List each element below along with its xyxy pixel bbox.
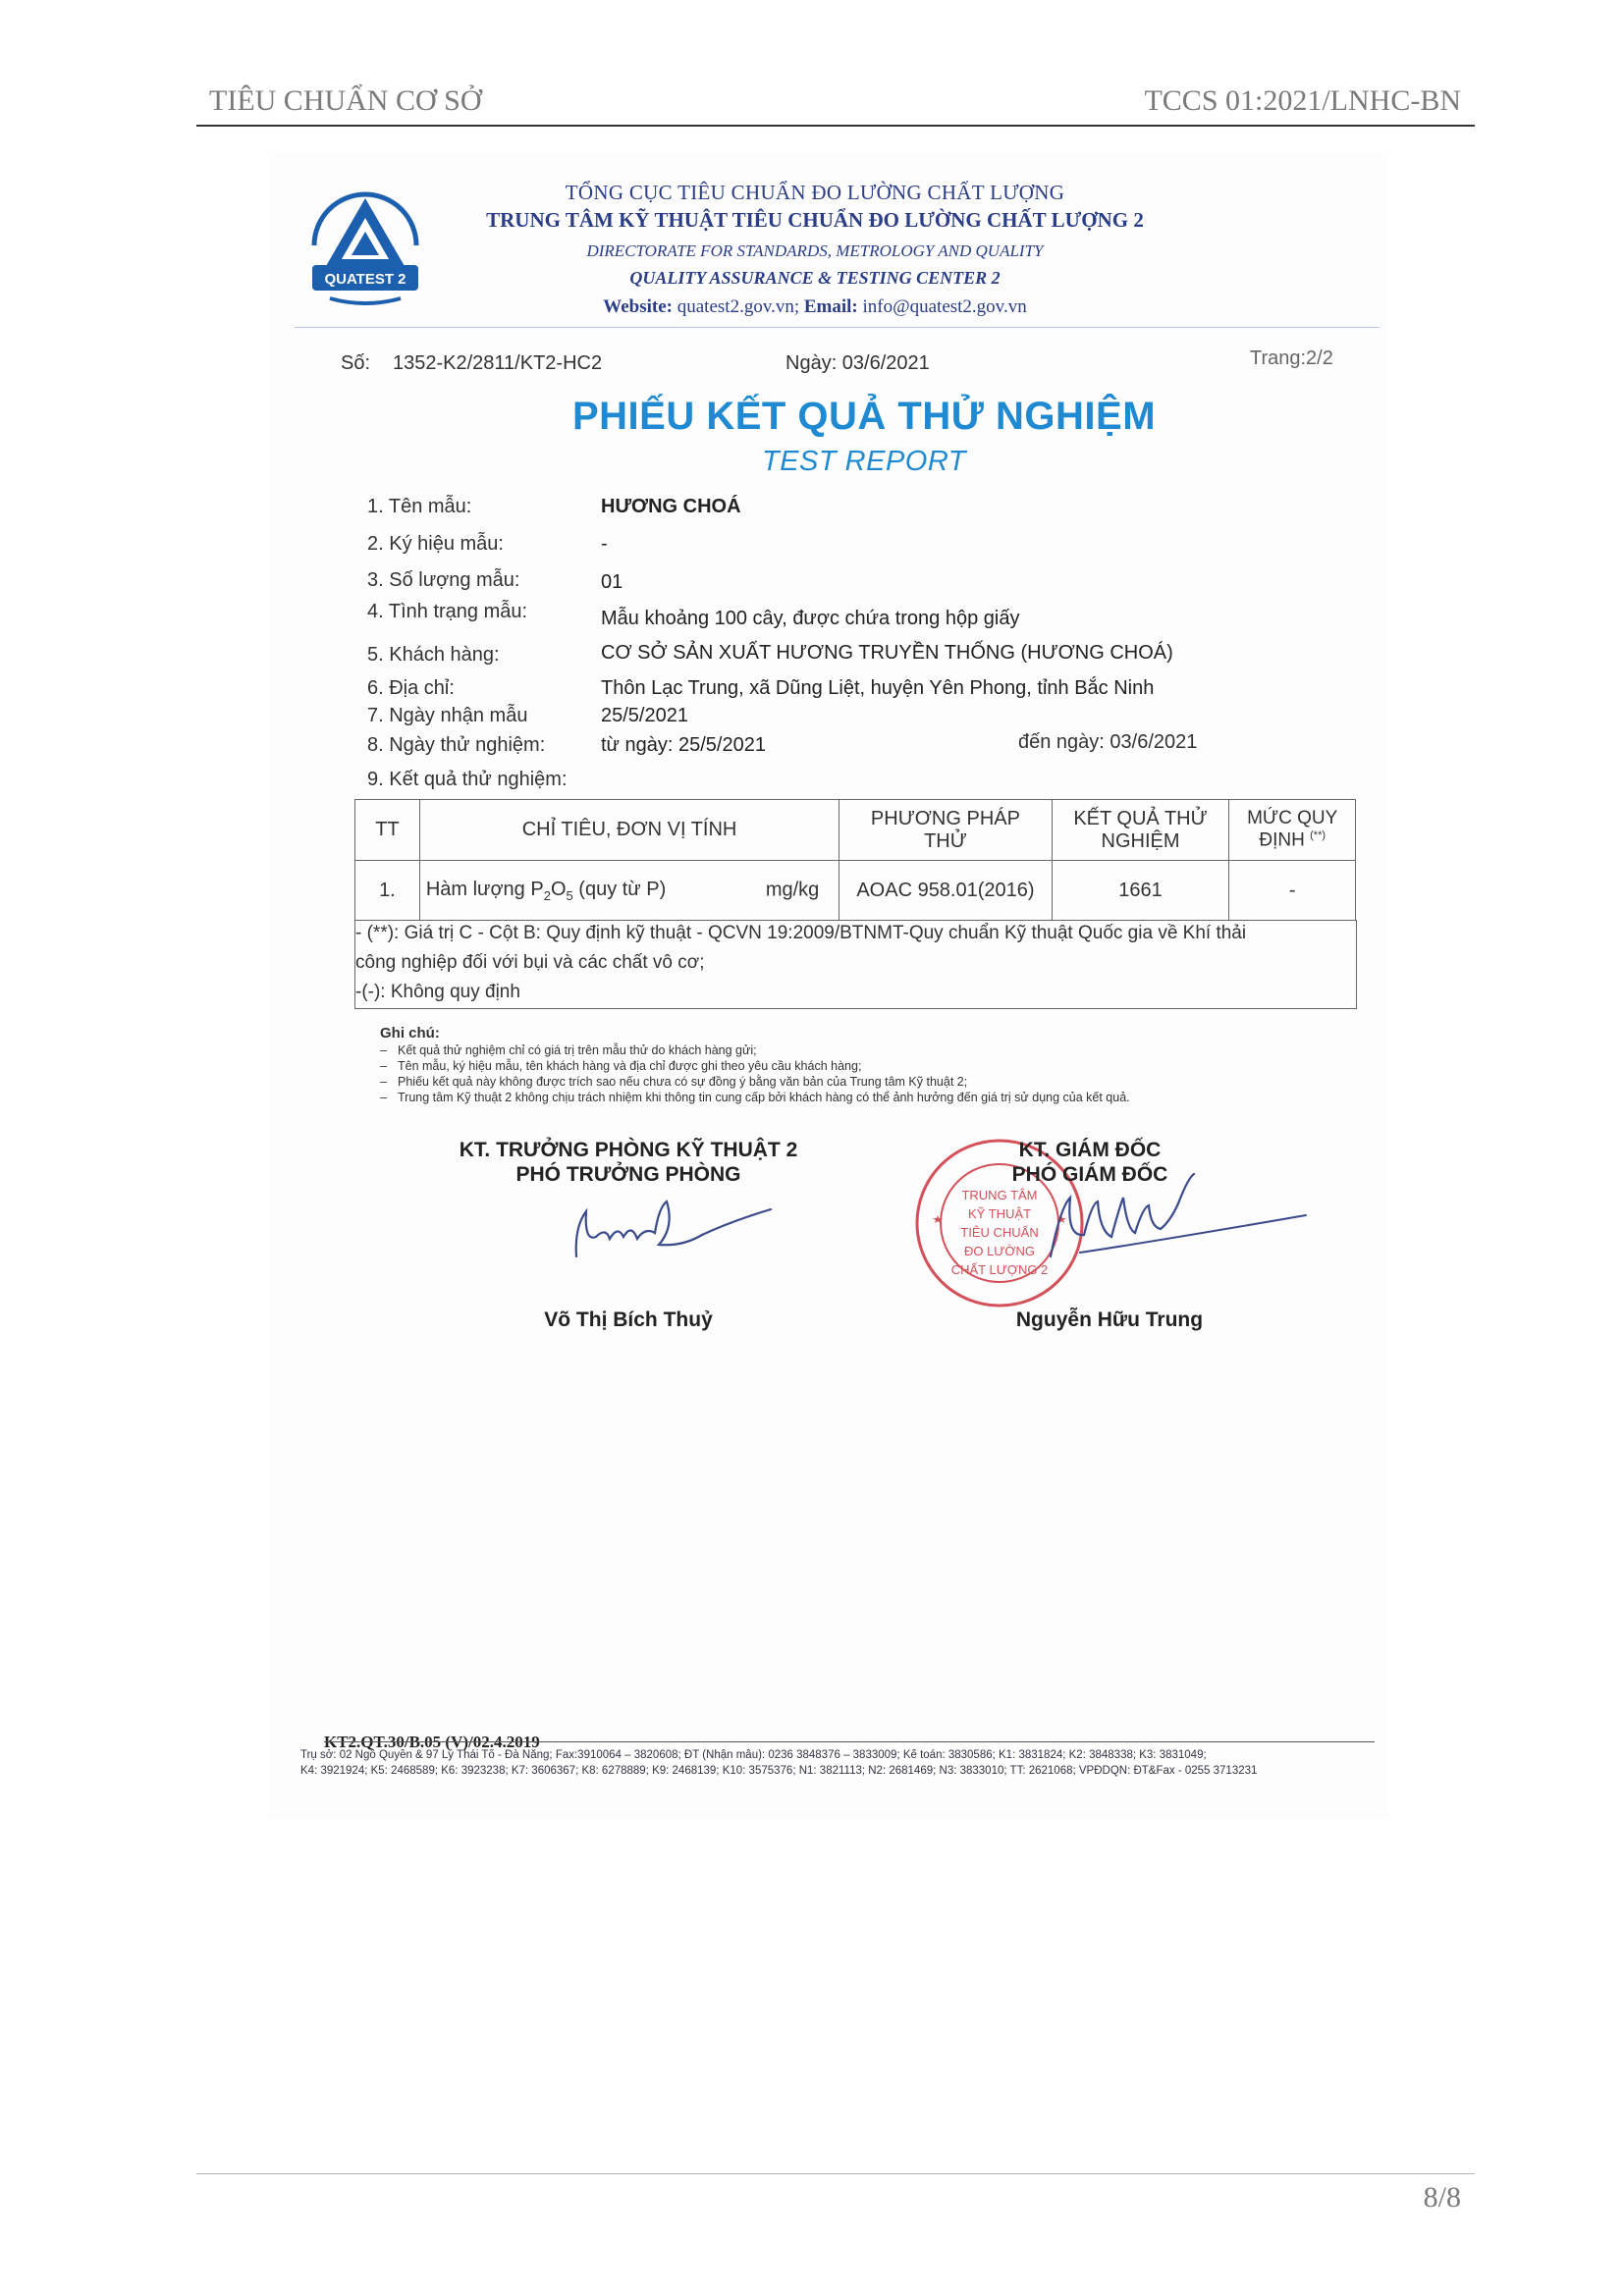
- right-signer-name: Nguyễn Hữu Trung: [1015, 1308, 1204, 1331]
- sample-qty: 01: [601, 571, 623, 593]
- report-title: PHIẾU KẾT QUẢ THỬ NGHIỆM: [571, 395, 1157, 438]
- report-subtitle: TEST REPORT: [762, 446, 966, 477]
- address-label: 6. Địa chỉ:: [367, 677, 455, 699]
- letterhead-line1: TỔNG CỤC TIÊU CHUẨN ĐO LƯỜNG CHẤT LƯỢNG: [565, 181, 1065, 204]
- page-header-right: TCCS 01:2021/LNHC-BN: [1144, 84, 1461, 117]
- col-result: [1052, 800, 1229, 861]
- results-table: [354, 799, 1356, 921]
- indicator-unit: mg/kg: [765, 879, 820, 901]
- left-signer-name: Võ Thị Bích Thuỷ: [544, 1308, 713, 1331]
- test-date-from: từ ngày: 25/5/2021: [601, 734, 766, 756]
- cell-tt: 1.: [355, 861, 420, 921]
- stamp-line3: TIÊU CHUẨN: [960, 1225, 1039, 1240]
- website: quatest2.gov.vn;: [677, 296, 800, 317]
- left-signer-title2: PHÓ TRƯỞNG PHÒNG: [515, 1163, 741, 1186]
- footer-rule: [196, 2173, 1475, 2174]
- address: Thôn Lạc Trung, xã Dũng Liệt, huyện Yên Phong, tỉnh Bắc Ninh: [601, 677, 1155, 699]
- results-label: 9. Kết quả thử nghiệm:: [367, 769, 568, 790]
- right-signature-icon: [1041, 1168, 1316, 1276]
- col-limit-line1: MỨC QUY: [1247, 808, 1338, 829]
- col-result-line2: NGHIỆM: [1101, 829, 1180, 852]
- col-tt: TT: [355, 800, 420, 861]
- report-number-label: Số:: [341, 352, 371, 374]
- col-limit-line2: ĐỊNH: [1259, 829, 1305, 851]
- stamp-line4: ĐO LƯỜNG: [963, 1244, 1036, 1258]
- sample-name: HƯƠNG CHOÁ: [601, 496, 741, 517]
- stamp-line5: CHẤT LƯỢNG 2: [950, 1262, 1049, 1277]
- right-signer-title1: KT. GIÁM ĐỐC: [1018, 1139, 1162, 1161]
- stamp-line2: KỸ THUẬT: [967, 1206, 1032, 1221]
- col-method-line2: THỬ: [924, 829, 967, 852]
- sample-condition-label: 4. Tình trạng mẫu:: [367, 601, 528, 622]
- report-number: 1352-K2/2811/KT2-HC2: [393, 352, 603, 374]
- letterhead-rule: [295, 327, 1380, 328]
- table-note-1: - (**): Giá trị C - Cột B: Quy định kỹ thuật - QCVN 19:2009/BTNMT-Quy chuẩn Kỹ thuật Quốc gia về Khí thải: [355, 923, 1247, 943]
- letterhead-line2: TRUNG TÂM KỸ THUẬT TIÊU CHUẨN ĐO LƯỜNG CHẤT LƯỢNG 2: [486, 208, 1144, 232]
- sample-code-label: 2. Ký hiệu mẫu:: [367, 533, 504, 555]
- table-row: [355, 861, 1356, 921]
- table-note-3: -(-): Không quy định: [355, 982, 520, 1002]
- notes-title: Ghi chú:: [380, 1025, 440, 1041]
- col-method-line1: PHƯƠNG PHÁP: [870, 807, 1020, 829]
- logo-text: QUATEST 2: [324, 271, 406, 288]
- sample-qty-label: 3. Số lượng mẫu:: [367, 569, 520, 591]
- page-indicator: Trang:2/2: [1250, 347, 1333, 369]
- cell-method: AOAC 958.01(2016): [839, 861, 1052, 921]
- sample-code: -: [601, 533, 608, 555]
- table-note-2: công nghiệp đối với bụi và các chất vô cơ;: [355, 952, 705, 973]
- note-item: – Kết quả thử nghiệm chỉ có giá trị trên mẫu thử do khách hàng gửi;: [398, 1043, 757, 1057]
- cell-limit: -: [1229, 861, 1356, 921]
- quatest-logo-icon: [306, 177, 424, 309]
- letterhead-line3: DIRECTORATE FOR STANDARDS, METROLOGY AND QUALITY: [586, 241, 1044, 260]
- form-code: KT2.QT.30/B.05 (V)/02.4.2019: [324, 1733, 540, 1751]
- col-method: [839, 800, 1052, 861]
- cell-result: 1661: [1052, 861, 1229, 921]
- letterhead-contact: [432, 296, 1198, 318]
- note-item: – Tên mẫu, ký hiệu mẫu, tên khách hàng và địa chỉ được ghi theo yêu cầu khách hàng;: [398, 1059, 861, 1073]
- col-result-line1: KẾT QUẢ THỬ: [1073, 807, 1208, 829]
- note-item: – Phiếu kết quả này không được trích sao nếu chưa có sự đồng ý bằng văn bản của Trung tâm Kỹ thuật 2;: [398, 1075, 967, 1089]
- col-limit: [1229, 800, 1356, 861]
- letterhead-line4: QUALITY ASSURANCE & TESTING CENTER 2: [629, 268, 1001, 288]
- table-header-row: [355, 800, 1356, 861]
- test-date-to: đến ngày: 03/6/2021: [1018, 731, 1198, 753]
- header-rule: [196, 125, 1475, 127]
- col-limit-mark: (**): [1310, 829, 1326, 842]
- indicator-text: Hàm lượng $P_2O_5$ (quy từ P): [425, 878, 667, 903]
- customer-label: 5. Khách hàng:: [367, 644, 500, 666]
- website-label: Website:: [603, 296, 673, 317]
- sample-name-label: 1. Tên mẫu:: [367, 496, 472, 517]
- test-date-label: 8. Ngày thử nghiệm:: [367, 734, 546, 756]
- received-date-label: 7. Ngày nhận mẫu: [367, 705, 528, 726]
- note-item: – Trung tâm Kỹ thuật 2 không chịu trách nhiệm khi thông tin cung cấp bởi khách hàng có thể ảnh hưởng đến giá trị sử dụng của kết quả.: [398, 1091, 1130, 1104]
- left-signature-icon: [565, 1188, 781, 1266]
- cell-indicator: [419, 861, 839, 921]
- customer: CƠ SỞ SẢN XUẤT HƯƠNG TRUYỀN THỐNG (HƯƠNG CHOÁ): [601, 642, 1173, 664]
- address-line1: Trụ sở: 02 Ngô Quyền & 97 Lý Thái Tổ - Đà Nẵng; Fax:3910064 – 3820608; ĐT (Nhận mẫu): 0236 3848376 – 3833009; Kế toán: 3830586; K1: 3831824; K2: 3848338; K3: 3831049;: [300, 1749, 1207, 1761]
- col-indicator: CHỈ TIÊU, ĐƠN VỊ TÍNH: [419, 800, 839, 861]
- sample-condition: Mẫu khoảng 100 cây, được chứa trong hộp giấy: [601, 608, 1020, 629]
- page-number: 8/8: [1423, 2181, 1461, 2214]
- received-date: 25/5/2021: [601, 705, 688, 726]
- right-signer-title2: PHÓ GIÁM ĐỐC: [1011, 1163, 1168, 1186]
- stamp-line1: TRUNG TÂM: [961, 1188, 1038, 1202]
- left-signer-title1: KT. TRƯỞNG PHÒNG KỸ THUẬT 2: [459, 1139, 798, 1161]
- table-notes: [354, 920, 1357, 1009]
- email: info@quatest2.gov.vn: [862, 296, 1027, 317]
- report-date: Ngày: 03/6/2021: [785, 352, 930, 374]
- address-line2: K4: 3921924; K5: 2468589; K6: 3923238; K7: 3606367; K8: 6278889; K9: 2468139; K10: 3575376; N1: 3821113; N2: 2681469; N3: 3833010; TT: 2621068; VPĐDQN: ĐT&Fax - 0255 3713231: [300, 1765, 1258, 1777]
- email-label: Email:: [803, 296, 858, 317]
- address-rule: [324, 1741, 1375, 1742]
- page-header-left: TIÊU CHUẨN CƠ SỞ: [209, 84, 482, 117]
